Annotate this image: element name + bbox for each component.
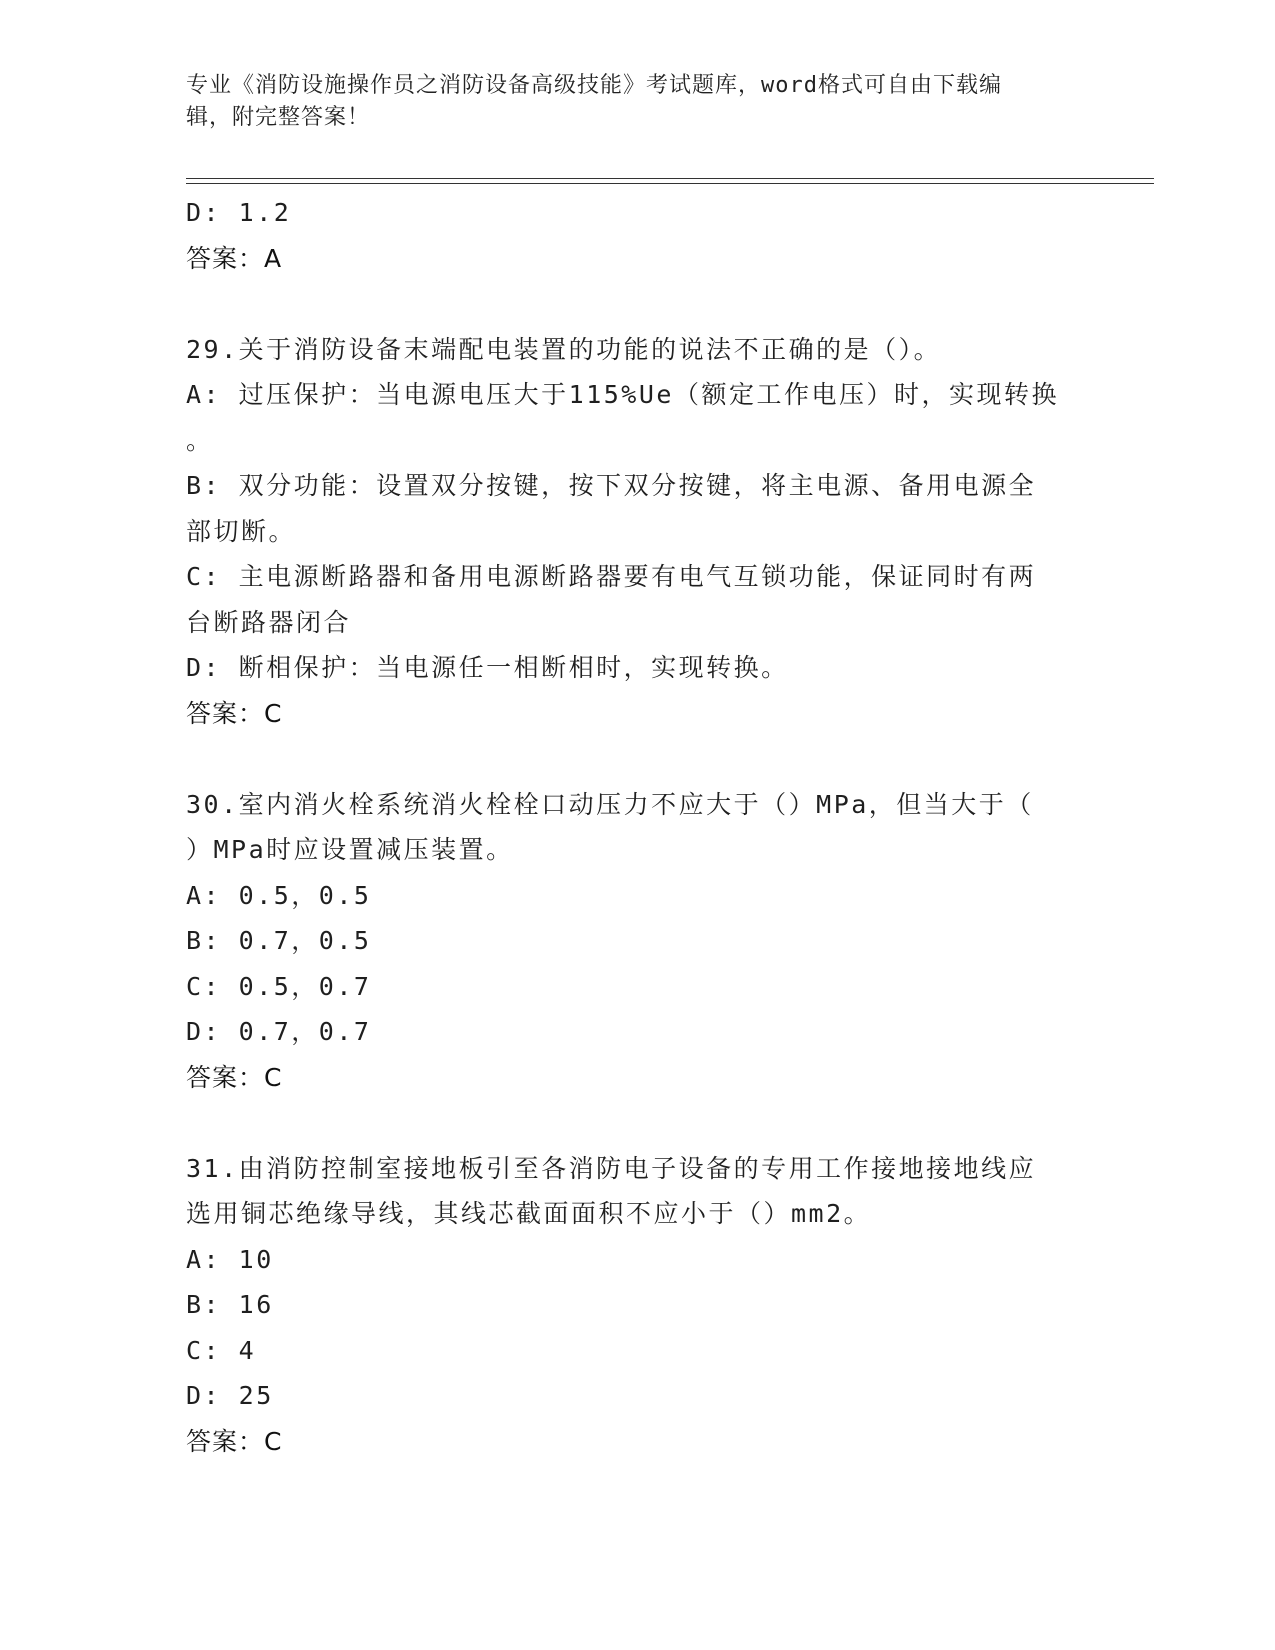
option-d: D: 25 <box>186 1381 274 1410</box>
option-b: B: 双分功能：设置双分按键，按下双分按键，将主电源、备用电源全 <box>186 471 1037 500</box>
prev-answer: 答案：A <box>186 243 283 273</box>
option-c: C: 4 <box>186 1335 257 1365</box>
question-stem-continued: ）MPa时应设置减压装置。 <box>186 835 514 864</box>
option-a-continued: 。 <box>186 425 214 455</box>
answer: 答案：C <box>186 698 283 728</box>
document-body <box>186 190 1086 1464</box>
prev-option-d: D: 1.2 <box>186 198 292 227</box>
option-a: A: 10 <box>186 1244 274 1274</box>
header-divider-bottom <box>186 183 1154 184</box>
header-divider-top <box>186 178 1154 179</box>
question-30 <box>186 782 1086 1101</box>
question-stem: 31.由消防控制室接地板引至各消防电子设备的专用工作接地接地线应 <box>186 1153 1037 1183</box>
answer: 答案：C <box>186 1062 283 1092</box>
spacer <box>186 281 1086 327</box>
header-line-2: 辑，附完整答案！ <box>186 105 371 130</box>
option-c: C: 0.5，0.7 <box>186 971 372 1001</box>
spacer <box>186 1100 1086 1146</box>
question-stem: 30.室内消火栓系统消火栓栓口动压力不应大于（）MPa，但当大于（ <box>186 789 1034 819</box>
option-b: B: 0.7，0.5 <box>186 926 372 955</box>
question-stem: 29.关于消防设备末端配电装置的功能的说法不正确的是（）。 <box>186 334 942 364</box>
option-c: C: 主电源断路器和备用电源断路器要有电气互锁功能，保证同时有两 <box>186 562 1037 591</box>
option-d: D: 断相保护：当电源任一相断相时，实现转换。 <box>186 653 789 682</box>
option-b: B: 16 <box>186 1290 274 1319</box>
option-b-continued: 部切断。 <box>186 516 297 546</box>
answer: 答案：C <box>186 1426 283 1456</box>
header-line-1: 专业《消防设施操作员之消防设备高级技能》考试题库，word格式可自由下载编 <box>186 73 1002 98</box>
spacer <box>186 736 1086 782</box>
option-c-continued: 台断路器闭合 <box>186 607 352 637</box>
question-stem-continued: 选用铜芯绝缘导线，其线芯截面面积不应小于（）mm2。 <box>186 1199 872 1228</box>
option-a: A: 0.5，0.5 <box>186 880 372 910</box>
option-d: D: 0.7，0.7 <box>186 1017 372 1046</box>
document-header <box>186 70 1066 134</box>
question-29 <box>186 327 1086 737</box>
question-31 <box>186 1146 1086 1465</box>
option-a: A: 过压保护：当电源电压大于115%Ue（额定工作电压）时，实现转换 <box>186 380 1059 409</box>
